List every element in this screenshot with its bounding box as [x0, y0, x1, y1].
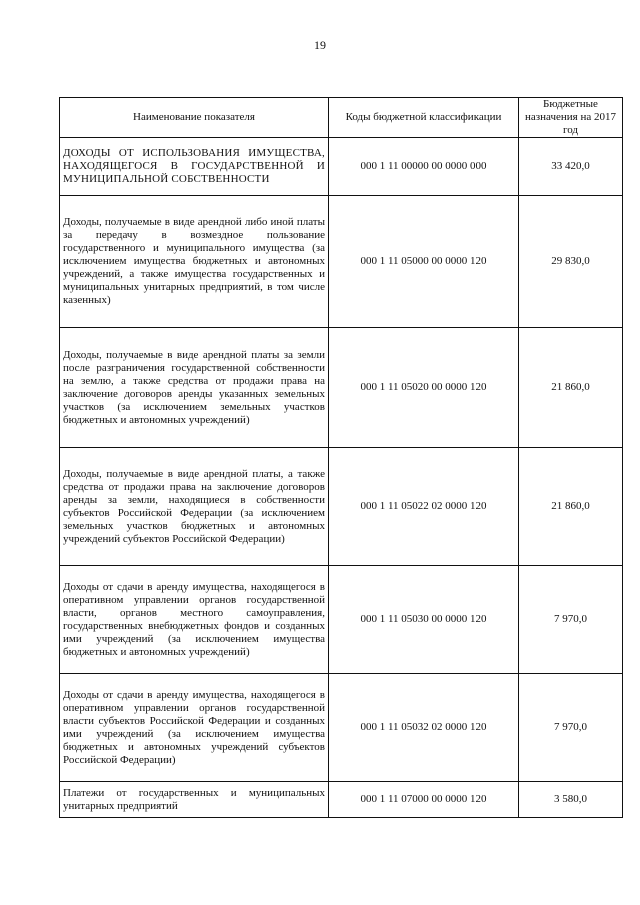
row-code: 000 1 11 07000 00 0000 120 — [329, 782, 519, 818]
row-amount: 21 860,0 — [519, 328, 623, 448]
row-name: Доходы, получаемые в виде арендной платы, а также средства от продажи права на заключение договоров аренды за земли, находящиеся в собственности субъектов Российской Федерации (за исключением земельных участков бюджетных и автономных учреждений субъектов Российской Федерации) — [60, 448, 329, 566]
row-code: 000 1 11 00000 00 0000 000 — [329, 138, 519, 196]
row-name: Доходы, получаемые в виде арендной либо иной платы за передачу в возмездное пользование государственного и муниципального имущества (за исключением имущества бюджетных и автономных учреждений, а также имущества государственных и муниципальных унитарных предприятий, в том числе казенных) — [60, 196, 329, 328]
row-name: Доходы от сдачи в аренду имущества, находящегося в оперативном управлении органов государственной власти, органов местного самоуправления, государственных внебюджетных фондов и созданных ими учреждений (за исключением имущества бюджетных и автономных учреждений) — [60, 566, 329, 674]
row-name: Доходы от сдачи в аренду имущества, находящегося в оперативном управлении органов государственной власти субъектов Российской Федерации и созданных ими учреждений (за исключением имущества бюджетных и автономных учреждений субъектов Российской Федерации) — [60, 674, 329, 782]
table-row — [60, 328, 623, 448]
row-name: ДОХОДЫ ОТ ИСПОЛЬЗОВАНИЯ ИМУЩЕСТВА, НАХОДЯЩЕГОСЯ В ГОСУДАРСТВЕННОЙ И МУНИЦИПАЛЬНОЙ СОБСТВЕННОСТИ — [60, 138, 329, 196]
page-number: 19 — [314, 38, 326, 52]
row-code: 000 1 11 05020 00 0000 120 — [329, 328, 519, 448]
table-row — [60, 674, 623, 782]
row-amount: 21 860,0 — [519, 448, 623, 566]
row-amount: 7 970,0 — [519, 674, 623, 782]
table-row — [60, 196, 623, 328]
row-name: Платежи от государственных и муниципальных унитарных предприятий — [60, 782, 329, 818]
budget-table — [59, 97, 623, 818]
table-header-row — [60, 98, 623, 138]
header-budget-amount: Бюджетные назначения на 2017 год — [519, 98, 623, 138]
row-name: Доходы, получаемые в виде арендной платы за земли после разграничения государственной собственности на землю, а также средства от продажи права на заключение договоров аренды указанных земельных участков (за исключением земельных участков бюджетных и автономных учреждений) — [60, 328, 329, 448]
row-code: 000 1 11 05030 00 0000 120 — [329, 566, 519, 674]
table-row — [60, 566, 623, 674]
row-amount: 7 970,0 — [519, 566, 623, 674]
row-code: 000 1 11 05032 02 0000 120 — [329, 674, 519, 782]
table-row — [60, 782, 623, 818]
table-row — [60, 448, 623, 566]
header-budget-code: Коды бюджетной классификации — [329, 98, 519, 138]
row-amount: 3 580,0 — [519, 782, 623, 818]
row-code: 000 1 11 05022 02 0000 120 — [329, 448, 519, 566]
row-amount: 29 830,0 — [519, 196, 623, 328]
row-amount: 33 420,0 — [519, 138, 623, 196]
table-row — [60, 138, 623, 196]
row-code: 000 1 11 05000 00 0000 120 — [329, 196, 519, 328]
header-indicator-name: Наименование показателя — [60, 98, 329, 138]
